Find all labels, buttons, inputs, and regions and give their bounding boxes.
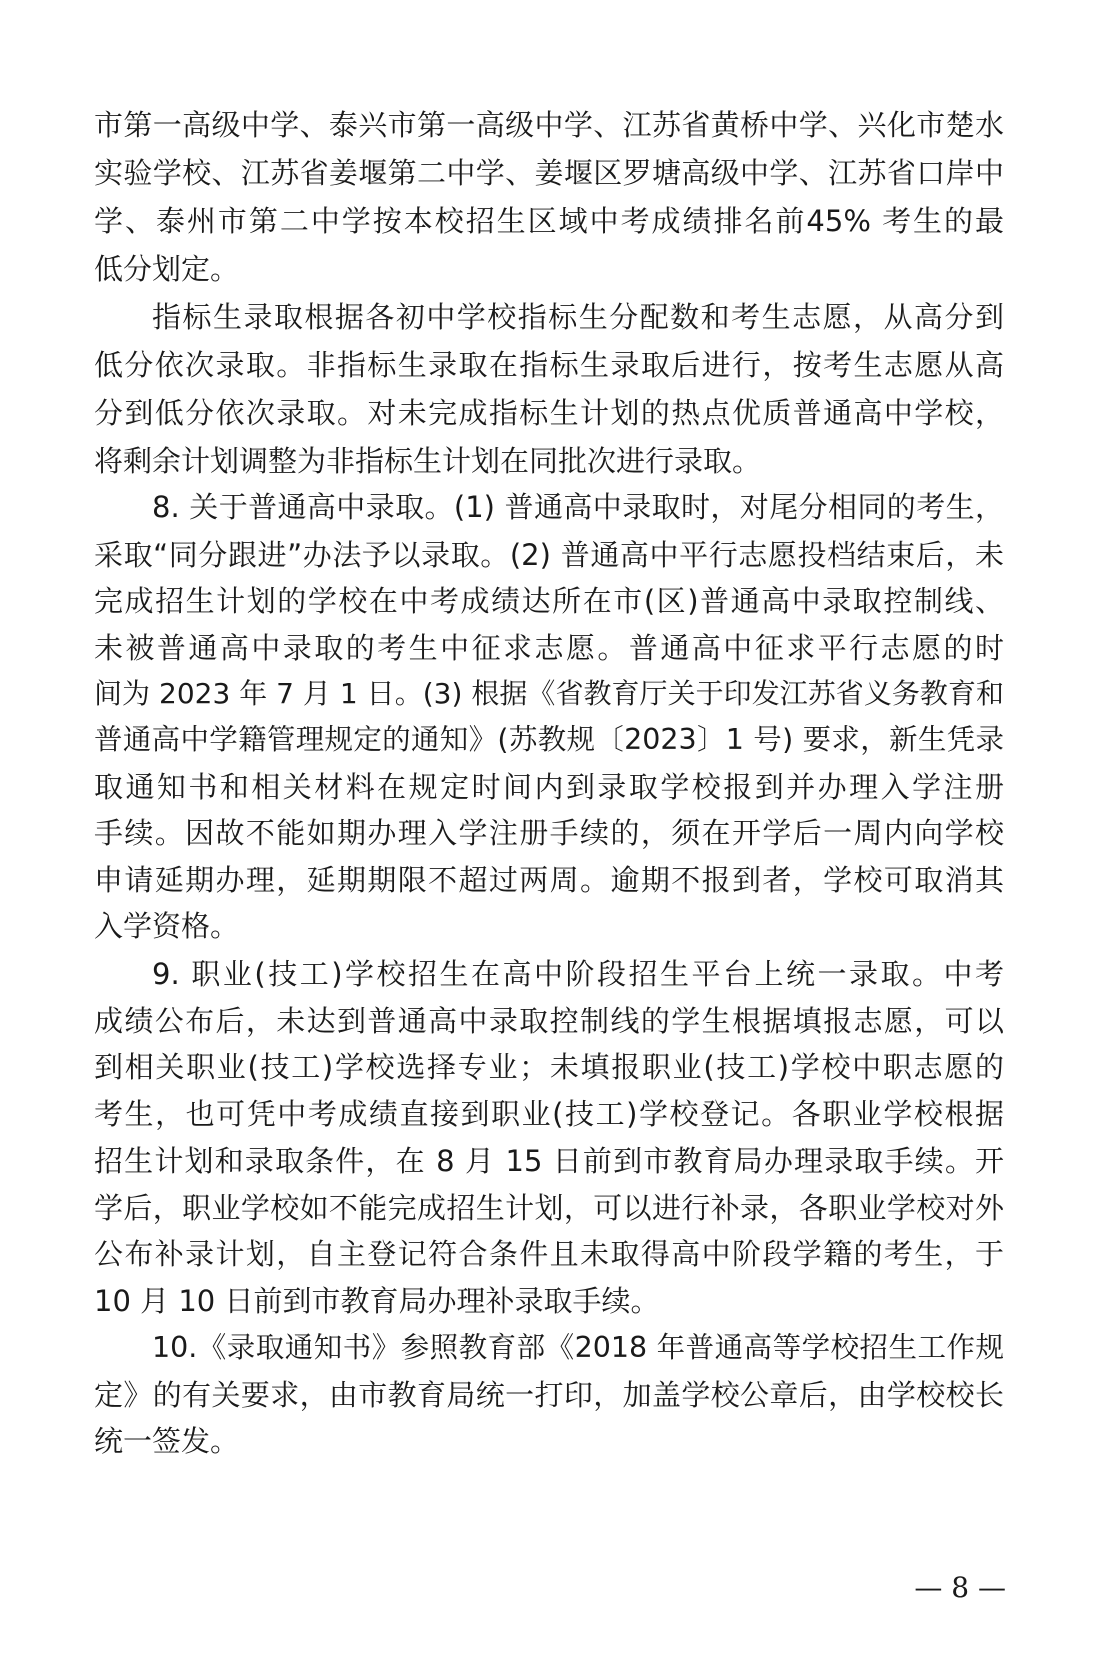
text-line: 低分划定。 <box>94 252 240 286</box>
text-line: 考生，也可凭中考成绩直接到职业(技工)学校登记。各职业学校根据 <box>94 1097 1004 1131</box>
text-line: 入学资格。 <box>94 909 240 943</box>
text-line: 学、泰州市第二中学按本校招生区域中考成绩排名前45% 考生的最 <box>94 204 1004 238</box>
text-line: 采取“同分跟进”办法予以录取。(2) 普通高中平行志愿投档结束后，未 <box>94 538 1004 572</box>
text-line: 学后，职业学校如不能完成招生计划，可以进行补录，各职业学校对外 <box>94 1191 1004 1225</box>
text-line: 完成招生计划的学校在中考成绩达所在市(区)普通高中录取控制线、 <box>94 584 1004 618</box>
text-line: 手续。因故不能如期办理入学注册手续的，须在开学后一周内向学校 <box>94 816 1004 850</box>
text-line: 将剩余计划调整为非指标生计划在同批次进行录取。 <box>94 444 762 478</box>
page-number: — 8 — <box>914 1571 1006 1604</box>
text-line: 实验学校、江苏省姜堰第二中学、姜堰区罗塘高级中学、江苏省口岸中 <box>94 156 1004 190</box>
text-line: 统一签发。 <box>94 1424 240 1458</box>
text-line: 定》的有关要求，由市教育局统一打印，加盖学校公章后，由学校校长 <box>94 1378 1004 1412</box>
text-line: 取通知书和相关材料在规定时间内到录取学校报到并办理入学注册 <box>94 770 1004 804</box>
text-line: 10 月 10 日前到市教育局办理补录取手续。 <box>94 1284 660 1318</box>
text-line: 市第一高级中学、泰兴市第一高级中学、江苏省黄桥中学、兴化市楚水 <box>94 108 1004 142</box>
text-line: 间为 2023 年 7 月 1 日。(3) 根据《省教育厅关于印发江苏省义务教育和 <box>94 677 1004 710</box>
text-line: 未被普通高中录取的考生中征求志愿。普通高中征求平行志愿的时 <box>94 631 1004 665</box>
text-line: 招生计划和录取条件，在 8 月 15 日前到市教育局办理录取手续。开 <box>94 1144 1004 1178</box>
text-line: 公布补录计划，自主登记符合条件且未取得高中阶段学籍的考生，于 <box>94 1237 1004 1271</box>
text-line: 成绩公布后，未达到普通高中录取控制线的学生根据填报志愿，可以 <box>94 1004 1004 1038</box>
paragraph-first-line: 10.《录取通知书》参照教育部《2018 年普通高等学校招生工作规 <box>152 1331 1004 1364</box>
text-line: 分到低分依次录取。对未完成指标生计划的热点优质普通高中学校， <box>94 396 1004 430</box>
text-line: 申请延期办理，延期期限不超过两周。逾期不报到者，学校可取消其 <box>94 863 1004 897</box>
paragraph-first-line: 8. 关于普通高中录取。(1) 普通高中录取时，对尾分相同的考生， <box>152 490 1004 524</box>
text-line: 普通高中学籍管理规定的通知》(苏教规〔2023〕1 号) 要求，新生凭录 <box>94 723 1004 756</box>
text-line: 低分依次录取。非指标生录取在指标生录取后进行，按考生志愿从高 <box>94 348 1004 382</box>
text-line: 到相关职业(技工)学校选择专业；未填报职业(技工)学校中职志愿的 <box>94 1050 1004 1084</box>
paragraph-first-line: 指标生录取根据各初中学校指标生分配数和考生志愿，从高分到 <box>152 300 1004 334</box>
paragraph-first-line: 9. 职业(技工)学校招生在高中阶段招生平台上统一录取。中考 <box>152 957 1004 991</box>
